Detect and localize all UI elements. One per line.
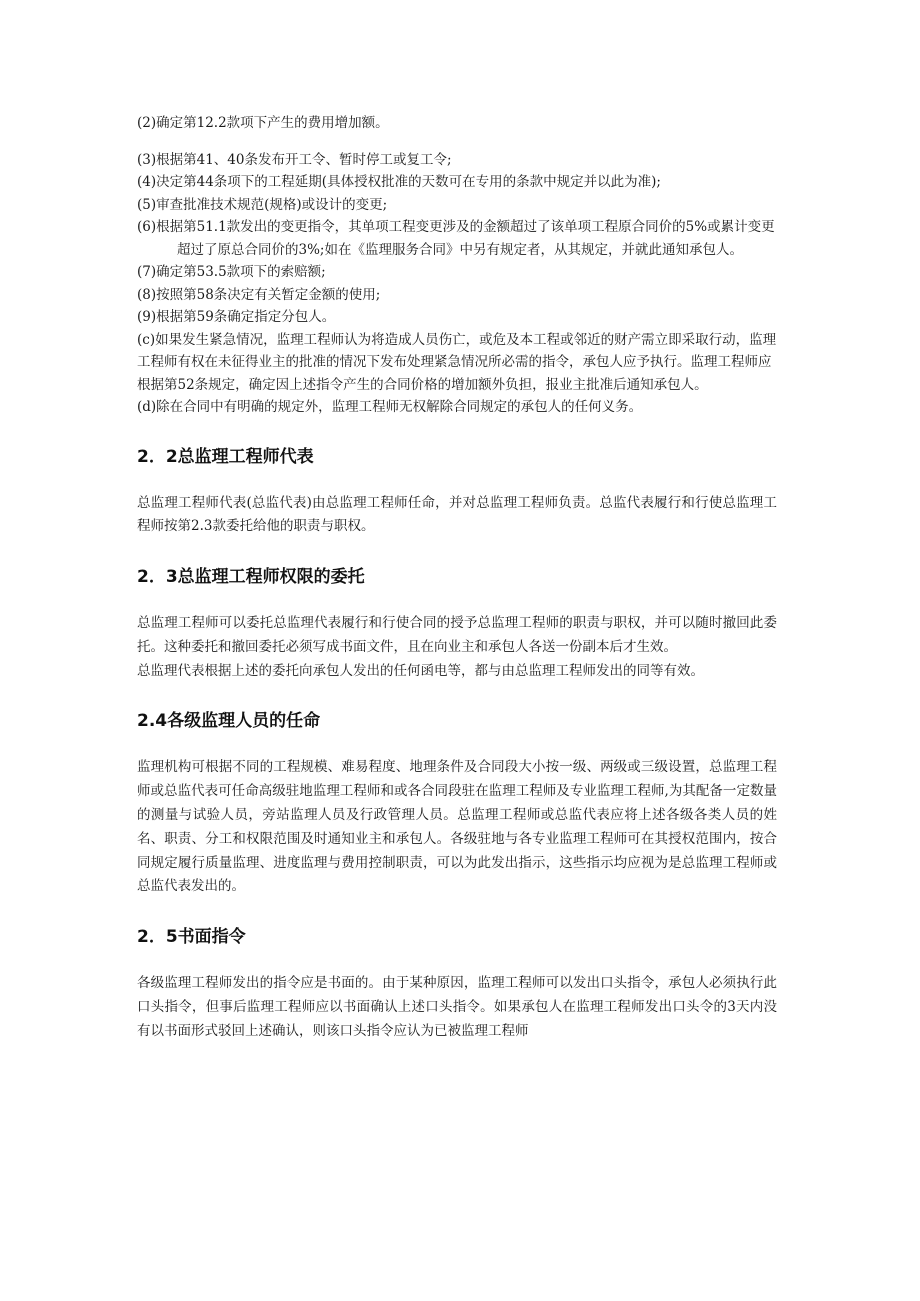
clause-c: (c)如果发生紧急情况，监理工程师认为将造成人员伤亡，或危及本工程或邻近的财产需立即采取行动，监理工程师有权在未征得业主的批准的情况下发布处理紧急情况所必需的指令，承包人应予执行。监理工程师应根据第52条规定，确定因上述指令产生的合同价格的增加额外负担，报业主批准后通知承包人。 — [137, 331, 777, 393]
clause-d: (d)除在合同中有明确的规定外，监理工程师无权解除合同规定的承包人的任何义务。 — [137, 399, 643, 415]
section-heading-2-5: 2．5书面指令 — [137, 927, 246, 948]
section-heading-2-3: 2．3总监理工程师权限的委托 — [137, 567, 365, 588]
document-page — [137, 112, 777, 1044]
section-2-5-paragraph: 各级监理工程师发出的指令应是书面的。由于某种原因，监理工程师可以发出口头指令，承包人必须执行此口头指令，但事后监理工程师应以书面确认上述口头指令。如果承包人在监理工程师发出口头令的3天内没有以书面形式驳回上述确认，则该口头指令应认为已被监理工程师 — [137, 975, 777, 1039]
section-2-3-paragraph-1: 总监理工程师可以委托总监理代表履行和行使合同的授予总监理工程师的职责与职权，并可以随时撤回此委托。这种委托和撤回委托必须写成书面文件，且在向业主和承包人各送一份副本后才生效。 — [137, 615, 777, 655]
list-item-2: (2)确定第12.2款项下产生的费用增加额。 — [137, 115, 389, 131]
list-item-3: (3)根据第41、40条发布开工令、暂时停工或复工令; — [137, 151, 452, 168]
section-2-2-paragraph: 总监理工程师代表(总监代表)由总监理工程师任命，并对总监理工程师负责。总监代表履行和行使总监理工程师按第2.3款委托给他的职责与职权。 — [137, 494, 777, 535]
section-2-3-paragraph-2: 总监理代表根据上述的委托向承包人发出的任何函电等，都与由总监理工程师发出的同等有效。 — [137, 662, 704, 679]
list-item-8: (8)按照第58条决定有关暂定金额的使用; — [137, 286, 381, 303]
section-heading-2-4: 2.4各级监理人员的任命 — [137, 711, 321, 732]
section-2-4-paragraph: 监理机构可根据不同的工程规模、难易程度、地理条件及合同段大小按一级、两级或三级设置，总监理工程师或总监代表可任命高级驻地监理工程师和或各合同段驻在监理工程师及专业监理工程师,为其配备一定数量的测量与试验人员，旁站监理人员及行政管理人员。总监理工程师或总监代表应将上述各级各类人员的姓名、职责、分工和权限范围及时通知业主和承包人。各级驻地与各专业监理工程师可在其授权范围内，按合同规定履行质量监理、进度监理与费用控制职责，可以为此发出指示，这些指示均应视为是总监理工程师或总监代表发出的。 — [137, 759, 777, 895]
list-item-6: (6)根据第51.1款发出的变更指令，其单项工程变更涉及的金额超过了该单项工程原合同价的5%或累计变更超过了原总合同价的3%;如在《监理服务合同》中另有规定者，从其规定，并就此通知承包人。 — [137, 219, 775, 258]
list-item-9: (9)根据第59条确定指定分包人。 — [137, 309, 336, 325]
list-item-7: (7)确定第53.5款项下的索赔额; — [137, 264, 326, 280]
list-item-5: (5)审查批准技术规范(规格)或设计的变更; — [137, 196, 388, 213]
list-item-4: (4)决定第44条项下的工程延期(具体授权批准的天数可在专用的条款中规定并以此为准); — [137, 174, 661, 190]
section-heading-2-2: 2．2总监理工程师代表 — [137, 446, 314, 467]
